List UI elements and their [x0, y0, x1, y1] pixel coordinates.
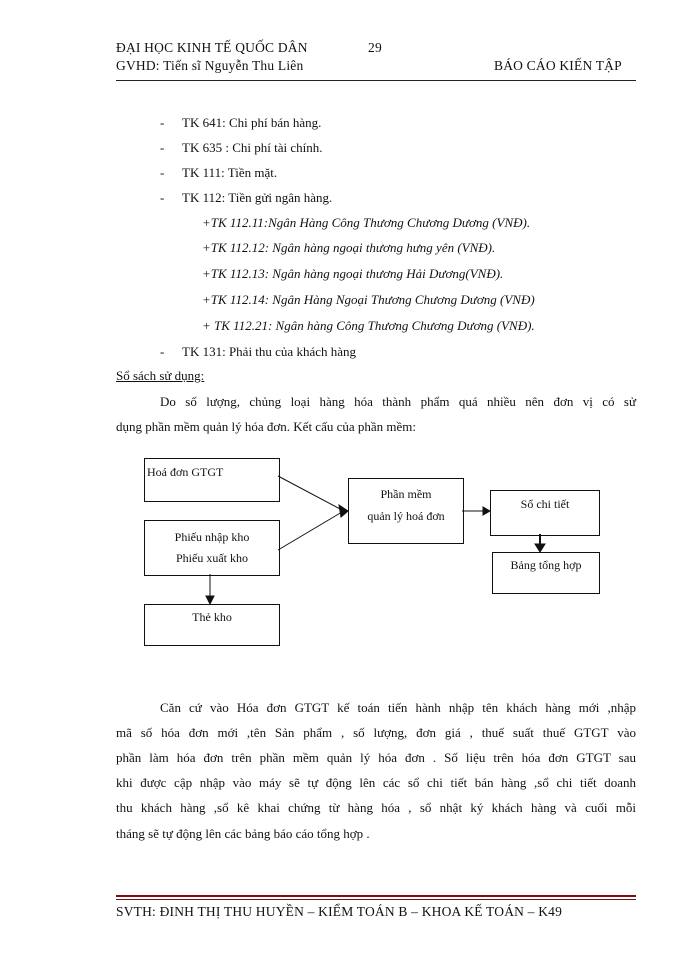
footer-divider-thick [116, 895, 636, 897]
paragraph-line: tháng sẽ tự động lên các bảng báo cáo tổng hợp . [116, 826, 370, 841]
subaccount-item: +TK 112.12: Ngân hàng ngoại thương hưng yên (VNĐ). [202, 240, 496, 255]
subaccount-item: +TK 112.13: Ngân hàng ngoại thương Hải Dương(VNĐ). [202, 266, 504, 281]
invoice-label: Hoá đơn GTGT [147, 465, 224, 479]
summary-label: Bảng tổng hợp [510, 558, 582, 572]
account-bullet: - [160, 344, 165, 359]
invoice-to-software-arrow [278, 476, 342, 510]
paragraph-line: Căn cứ vào Hóa đơn GTGT kế toán tiến hành nhập tên khách hàng mới ,nhập [160, 700, 636, 715]
ledger-label: Sổ chi tiết [520, 497, 570, 511]
footer-divider-thin [116, 899, 636, 900]
account-item: TK 131: Phải thu của khách hàng [182, 344, 357, 359]
university-name: ĐẠI HỌC KINH TẾ QUỐC DÂN [116, 40, 308, 55]
stock-arrowhead [206, 596, 214, 604]
footer-author: SVTH: ĐINH THỊ THU HUYỀN – KIỂM TOÁN B – KHOA KẾ TOÁN – K49 [116, 904, 563, 919]
account-bullet: - [160, 115, 165, 130]
paragraph-line: mã số hóa đơn mới ,tên Sản phẩm , số lượng, đơn giá , thuế suất thuế GTGT vào [116, 725, 636, 740]
account-bullet: - [160, 140, 165, 155]
account-bullet: - [160, 165, 165, 180]
stock-card-label: Thẻ kho [192, 610, 232, 624]
software-arrowhead [339, 505, 348, 517]
report-title: BÁO CÁO KIẾN TẬP [494, 58, 622, 73]
subaccount-item: +TK 112.14: Ngân Hàng Ngoại Thương Chương Dương (VNĐ) [202, 292, 535, 307]
account-item: TK 641: Chi phí bán hàng. [182, 115, 322, 130]
paragraph-line: thu khách hàng ,sổ kê khai chứng từ hàng hóa , sổ nhật ký khách hàng và cuối mỗi [116, 800, 636, 815]
paragraph-line: khi được cập nhập vào máy sẽ tự động lên các sổ chi tiết bán hàng ,sổ chi tiết doanh [116, 775, 636, 790]
section-heading: Sổ sách sử dụng: [116, 368, 205, 383]
account-item: TK 111: Tiền mặt. [182, 165, 278, 180]
intro-line: dụng phần mềm quản lý hóa đơn. Kết cấu của phần mềm: [116, 419, 417, 434]
page-number: 29 [368, 40, 382, 55]
subaccount-item: +TK 112.11:Ngân Hàng Công Thương Chương Dương (VNĐ). [202, 215, 531, 230]
receipt-to-software-arrow [278, 512, 342, 550]
account-bullet: - [160, 190, 165, 205]
account-item: TK 112: Tiền gửi ngân hàng. [182, 190, 333, 205]
advisor-name: GVHD: Tiến sĩ Nguyễn Thu Liên [116, 58, 304, 73]
receipt-label-1: Phiếu nhập kho [174, 530, 250, 544]
summary-arrowhead [535, 544, 545, 552]
ledger-arrowhead [483, 507, 490, 515]
software-label-2: quản lý hoá đơn [367, 509, 445, 523]
intro-line: Do số lượng, chủng loại hàng hóa thành phẩm quá nhiều nên đơn vị có sử [160, 394, 636, 409]
software-label-1: Phần mềm [380, 487, 432, 501]
paragraph-line: phần làm hóa đơn trên phần mềm quản lý hóa đơn . Số liệu trên hóa đơn GTGT sau [116, 750, 636, 765]
receipt-label-2: Phiếu xuất kho [176, 551, 248, 565]
subaccount-item: + TK 112.21: Ngân hàng Công Thương Chương Dương (VNĐ). [202, 318, 535, 333]
account-item: TK 635 : Chi phí tài chính. [182, 140, 323, 155]
